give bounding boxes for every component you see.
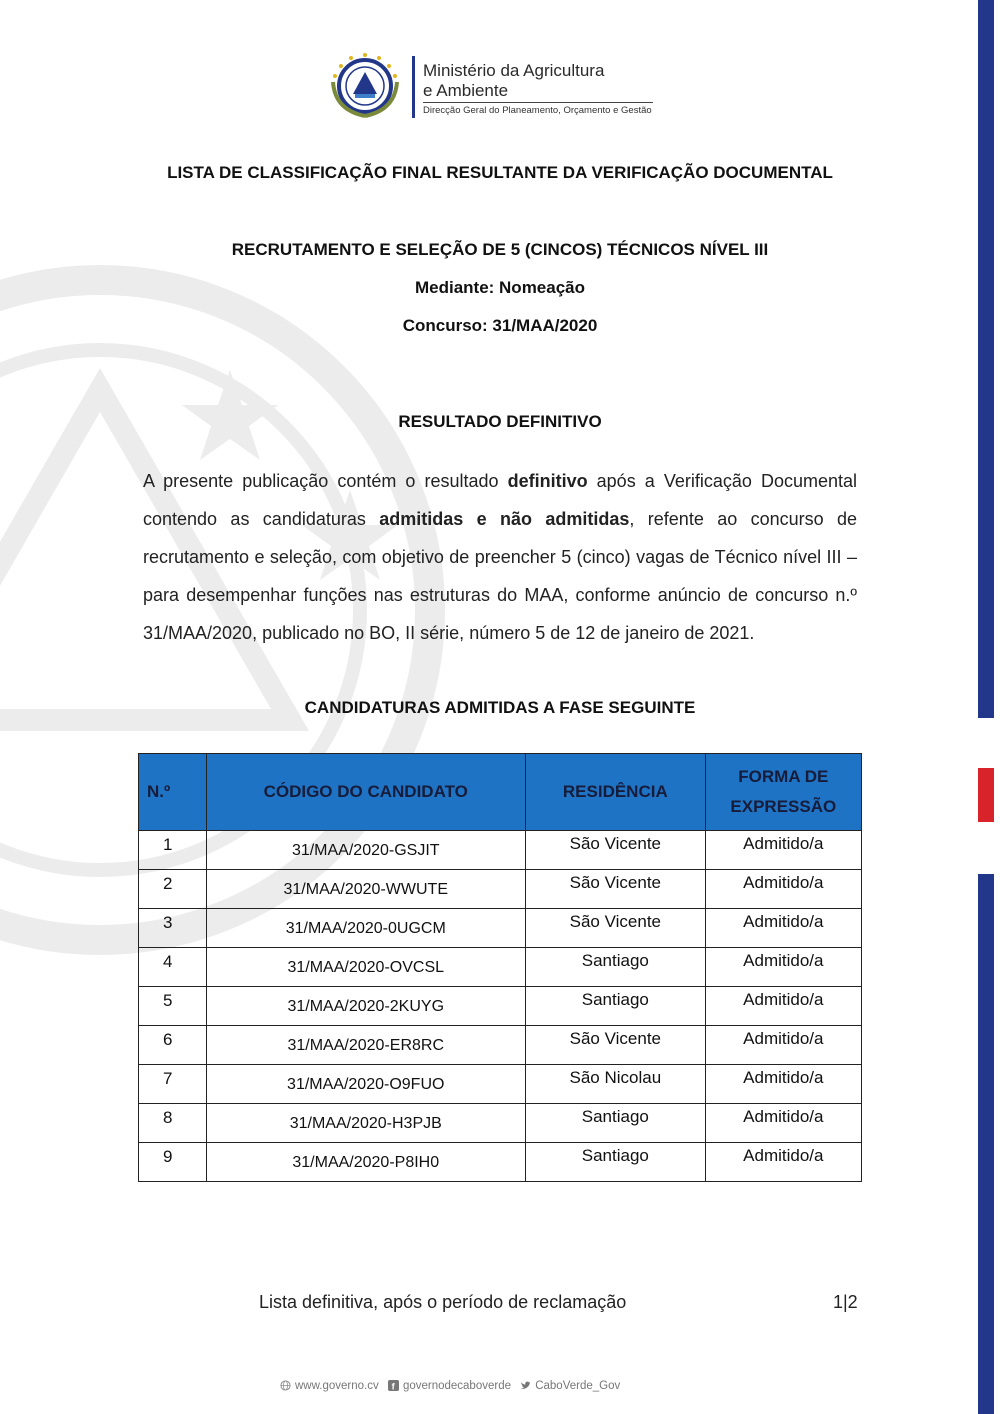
candidate-code: 31/MAA/2020-WWUTE [283,881,448,898]
residence: São Vicente [569,834,661,853]
status: Admitido/a [743,834,824,853]
row-number: 3 [163,913,173,932]
table-row [139,1104,862,1143]
status: Admitido/a [743,1068,824,1087]
table-header-row [139,754,862,831]
page-number: 1|2 [833,1292,858,1312]
candidate-code: 31/MAA/2020-0UGCM [285,920,446,937]
candidate-code: 31/MAA/2020-ER8RC [287,1037,444,1054]
directorate-name: Direcção Geral do Planeamento, Orçamento e Gestão [423,105,652,116]
candidate-code: 31/MAA/2020-2KUYG [287,998,445,1015]
table-row [139,1026,862,1065]
candidate-code: 31/MAA/2020-P8IH0 [292,1154,440,1171]
globe-icon [280,1380,291,1391]
table-row [139,909,862,948]
twitter-link[interactable]: CaboVerde_Gov [535,1380,621,1392]
candidate-code: 31/MAA/2020-OVCSL [287,959,445,976]
result-heading: RESULTADO DEFINITIVO [398,412,602,431]
col-header-status: FORMA DE EXPRESSÃO [705,754,861,831]
contest-number: Concurso: 31/MAA/2020 [402,316,598,335]
row-number: 9 [163,1147,173,1166]
row-number: 4 [163,952,173,971]
residence: São Vicente [569,912,661,931]
intro-paragraph: A presente publicação contém o resultado definitivo após a Verificação Documental contendo as candidaturas admitidas e não admitidas, refente ao concurso de recrutamento e seleção, com objetivo de preencher 5 (cinco) vagas de Técnico nível III – para desempenhar funções nas estruturas do MAA, conforme anúncio de concurso n.º 31/MAA/2020, publicado no BO, II série, número 5 de 12 de janeiro de 2021. [143,471,858,643]
svg-text:f: f [391,1382,395,1392]
candidate-code: 31/MAA/2020-H3PJB [289,1115,442,1132]
row-number: 1 [163,835,173,854]
facebook-icon [388,1380,399,1391]
status: Admitido/a [743,990,824,1009]
status: Admitido/a [743,1029,824,1048]
table-row [139,831,862,870]
header-logo-block [325,52,685,122]
candidate-code: 31/MAA/2020-GSJIT [291,842,440,859]
subtitle: RECRUTAMENTO E SELEÇÃO DE 5 (CINCOS) TÉCNICOS NÍVEL III [231,240,769,259]
row-number: 7 [163,1069,173,1088]
status: Admitido/a [743,873,824,892]
ministry-name-line2: e Ambiente [423,81,509,100]
side-bar-blue-top [978,0,994,718]
bold-definitivo: definitivo [507,471,588,491]
social-links [280,1380,626,1392]
residence: Santiago [581,990,649,1009]
side-bar-red [978,768,994,822]
table-row [139,1065,862,1104]
candidate-code: 31/MAA/2020-O9FUO [287,1076,445,1093]
table-row [139,948,862,987]
residence: Santiago [581,1146,649,1165]
status: Admitido/a [743,1146,824,1165]
row-number: 5 [163,991,173,1010]
status: Admitido/a [743,951,824,970]
bold-admitidas: admitidas e não admitidas [379,509,630,529]
row-number: 6 [163,1030,173,1049]
residence: São Nicolau [569,1068,662,1087]
appointment-mode: Mediante: Nomeação [414,278,586,297]
header-divider [412,56,415,118]
residence: Santiago [581,1107,649,1126]
col-header-residence: RESIDÊNCIA [526,754,706,831]
residence: São Vicente [569,1029,661,1048]
table-heading: CANDIDATURAS ADMITIDAS A FASE SEGUINTE [304,698,696,717]
status: Admitido/a [743,1107,824,1126]
table-row [139,1143,862,1182]
website-link[interactable]: www.governo.cv [295,1380,379,1392]
footer-note: Lista definitiva, após o período de reclamação [259,1292,627,1312]
col-header-number: N.º [139,754,207,831]
table-row [139,987,862,1026]
ministry-name-line1: Ministério da Agricultura [423,61,605,80]
header-underline [423,102,653,103]
coat-of-arms-icon [325,52,405,122]
facebook-link[interactable]: governodecaboverde [402,1380,511,1392]
row-number: 8 [163,1108,173,1127]
main-title: LISTA DE CLASSIFICAÇÃO FINAL RESULTANTE DA VERIFICAÇÃO DOCUMENTAL [167,163,833,182]
row-number: 2 [163,874,173,893]
twitter-icon [520,1380,531,1391]
residence: São Vicente [569,873,661,892]
table-row [139,870,862,909]
residence: Santiago [581,951,649,970]
col-header-code: CÓDIGO DO CANDIDATO [206,754,526,831]
candidates-table [138,753,862,1182]
status: Admitido/a [743,912,824,931]
side-bar-blue-bottom [978,874,994,1414]
